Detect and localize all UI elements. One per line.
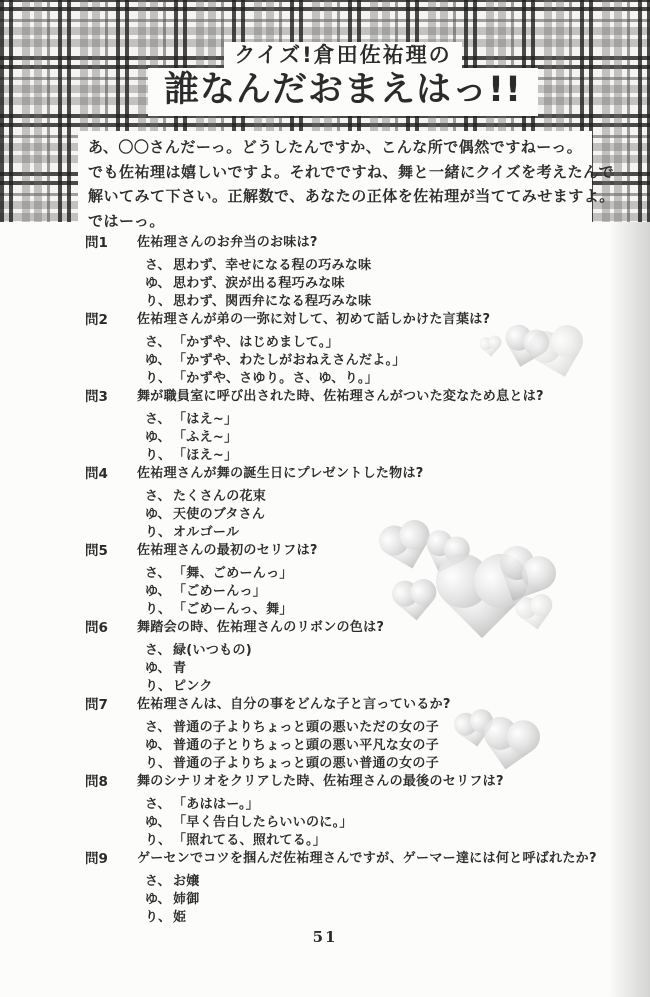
- option-text: 「かずや、さゆり。さ、ゆ、り。」: [173, 371, 379, 386]
- option-text: 「かずや、はじめまして。」: [173, 335, 339, 350]
- question-number: 問8: [85, 774, 108, 790]
- option-key: り、: [145, 833, 172, 848]
- quiz-title-subtitle-text: クイズ!倉田佐祐理の: [234, 43, 452, 67]
- option-row: [145, 583, 630, 601]
- question-number: 問7: [85, 697, 108, 713]
- option-text: 「舞、ごめーんっ」: [173, 566, 293, 581]
- question-text: 舞が職員室に呼び出された時、佐祐理さんがついた変なため息とは?: [137, 389, 544, 404]
- option-text: 「ほえ~」: [173, 448, 238, 463]
- option-text: 天使のブタさん: [173, 507, 266, 522]
- option-key: さ、: [145, 720, 171, 735]
- option-row: [145, 334, 630, 352]
- option-row: [145, 257, 630, 275]
- option-key: り、: [145, 679, 172, 694]
- page-number: 51: [312, 928, 338, 946]
- option-text: 姉御: [173, 892, 200, 907]
- option-key: ゆ、: [145, 584, 171, 599]
- question-row: [85, 850, 630, 868]
- option-text: お嬢: [173, 874, 200, 889]
- option-row: [145, 642, 630, 660]
- question-row: [85, 542, 630, 560]
- question-text: 佐祐理さんは、自分の事をどんな子と言っているか?: [137, 697, 451, 712]
- option-row: [145, 524, 630, 542]
- question-text: 舞のシナリオをクリアした時、佐祐理さんの最後のセリフは?: [137, 774, 504, 789]
- question-block: [85, 388, 630, 465]
- intro-box: [78, 131, 615, 230]
- question-number: 問4: [85, 466, 108, 482]
- option-key: さ、: [145, 643, 171, 658]
- option-row: [145, 678, 630, 696]
- question-block: [85, 619, 630, 696]
- option-key: ゆ、: [145, 661, 171, 676]
- option-row: [145, 506, 630, 524]
- question-number: 問1: [85, 235, 108, 251]
- option-key: り、: [145, 371, 172, 386]
- option-row: [145, 755, 630, 773]
- option-key: ゆ、: [145, 815, 171, 830]
- option-key: ゆ、: [145, 738, 171, 753]
- question-text: 佐祐理さんが舞の誕生日にプレゼントした物は?: [137, 466, 424, 481]
- question-number: 問6: [85, 620, 108, 636]
- question-text: 佐祐理さんが弟の一弥に対して、初めて話しかけた言葉は?: [137, 312, 491, 327]
- option-key: り、: [145, 602, 172, 617]
- option-row: [145, 719, 630, 737]
- option-row: [145, 447, 630, 465]
- question-row: [85, 388, 630, 406]
- question-block: [85, 773, 630, 850]
- option-text: 「照れてる、照れてる。」: [173, 833, 327, 848]
- option-row: [145, 370, 630, 388]
- option-key: り、: [145, 294, 172, 309]
- option-key: さ、: [145, 335, 171, 350]
- question-row: [85, 465, 630, 483]
- question-row: [85, 696, 630, 714]
- option-text: 思わず、涙が出る程巧みな味: [173, 276, 345, 291]
- question-block: [85, 465, 630, 542]
- option-text: 思わず、幸せになる程の巧みな味: [173, 258, 372, 273]
- option-row: [145, 832, 630, 850]
- option-key: り、: [145, 910, 172, 925]
- option-key: り、: [145, 525, 172, 540]
- intro-line: でも佐祐理は嬉しいですよ。それでですね、舞と一緒にクイズを考えたんで: [88, 162, 615, 181]
- option-key: さ、: [145, 489, 171, 504]
- question-text: ゲーセンでコツを掴んだ佐祐理さんですが、ゲーマー達には何と呼ばれたか?: [137, 851, 597, 866]
- intro-line: あ、〇〇さんだーっ。どうしたんですか、こんな所で偶然ですねーっ。: [88, 138, 583, 156]
- option-row: [145, 565, 630, 583]
- option-text: 「かずや、わたしがおねえさんだよ。」: [173, 353, 406, 368]
- option-key: ゆ、: [145, 507, 171, 522]
- option-key: り、: [145, 448, 172, 463]
- option-text: 普通の子よりちょっと頭の悪いただの女の子: [173, 720, 440, 735]
- option-text: 青: [173, 661, 187, 676]
- question-text: 佐祐理さんのお弁当のお味は?: [137, 235, 318, 250]
- option-text: 「はえ~」: [173, 412, 238, 427]
- option-text: 「ごめーんっ、舞」: [173, 602, 293, 617]
- option-text: 思わず、関西弁になる程巧みな味: [173, 294, 372, 309]
- quiz-title-main: [148, 68, 538, 116]
- question-number: 問9: [85, 851, 108, 867]
- option-text: 普通の子とりちょっと頭の悪い平凡な女の子: [173, 738, 440, 753]
- option-text: たくさんの花束: [173, 489, 267, 504]
- option-text: 「早く告白したらいいのに。」: [173, 815, 353, 830]
- option-row: [145, 429, 630, 447]
- option-row: [145, 488, 630, 506]
- question-number: 問5: [85, 543, 108, 559]
- option-text: 「ごめーんっ」: [173, 584, 267, 599]
- option-key: ゆ、: [145, 430, 171, 445]
- question-list: [85, 234, 630, 927]
- quiz-paper: [0, 222, 650, 997]
- intro-line: 解いてみて下さい。正解数で、あなたの正体を佐祐理が当ててみせますよ。: [88, 187, 615, 205]
- question-block: [85, 850, 630, 927]
- question-number: 問2: [85, 312, 108, 328]
- option-text: オルゴール: [173, 525, 240, 540]
- question-block: [85, 311, 630, 388]
- option-row: [145, 873, 630, 891]
- quiz-title-subtitle: [224, 42, 461, 68]
- question-row: [85, 773, 630, 791]
- option-row: [145, 737, 630, 755]
- question-text: 舞踏会の時、佐祐理さんのリボンの色は?: [137, 620, 385, 635]
- option-text: 「ふえ~」: [173, 430, 238, 445]
- quiz-title-block: [0, 42, 650, 116]
- question-block: [85, 696, 630, 773]
- option-text: 緑(いつもの): [173, 643, 252, 658]
- question-row: [85, 234, 630, 252]
- question-text: 佐祐理さんの最初のセリフは?: [137, 543, 318, 558]
- intro-line: ではーっ。: [88, 211, 165, 230]
- option-key: さ、: [145, 258, 171, 273]
- option-key: さ、: [145, 412, 171, 427]
- option-key: ゆ、: [145, 892, 171, 907]
- option-key: ゆ、: [145, 276, 171, 291]
- option-row: [145, 352, 630, 370]
- option-key: さ、: [145, 797, 171, 812]
- option-key: さ、: [145, 874, 171, 889]
- option-text: 普通の子よりちょっと頭の悪い普通の女の子: [173, 756, 440, 771]
- option-key: り、: [145, 756, 172, 771]
- option-row: [145, 796, 630, 814]
- question-block: [85, 542, 630, 619]
- option-text: 姫: [173, 910, 187, 925]
- option-row: [145, 891, 630, 909]
- question-row: [85, 619, 630, 637]
- option-row: [145, 909, 630, 927]
- quiz-title-main-text: 誰なんだおまえはっ!!: [164, 70, 522, 110]
- option-row: [145, 293, 630, 311]
- question-block: [85, 234, 630, 311]
- question-row: [85, 311, 630, 329]
- question-number: 問3: [85, 389, 108, 405]
- option-key: ゆ、: [145, 353, 171, 368]
- option-text: 「あははー。」: [173, 797, 260, 812]
- option-row: [145, 814, 630, 832]
- option-key: さ、: [145, 566, 171, 581]
- option-row: [145, 411, 630, 429]
- option-text: ピンク: [173, 679, 213, 694]
- option-row: [145, 275, 630, 293]
- option-row: [145, 601, 630, 619]
- option-row: [145, 660, 630, 678]
